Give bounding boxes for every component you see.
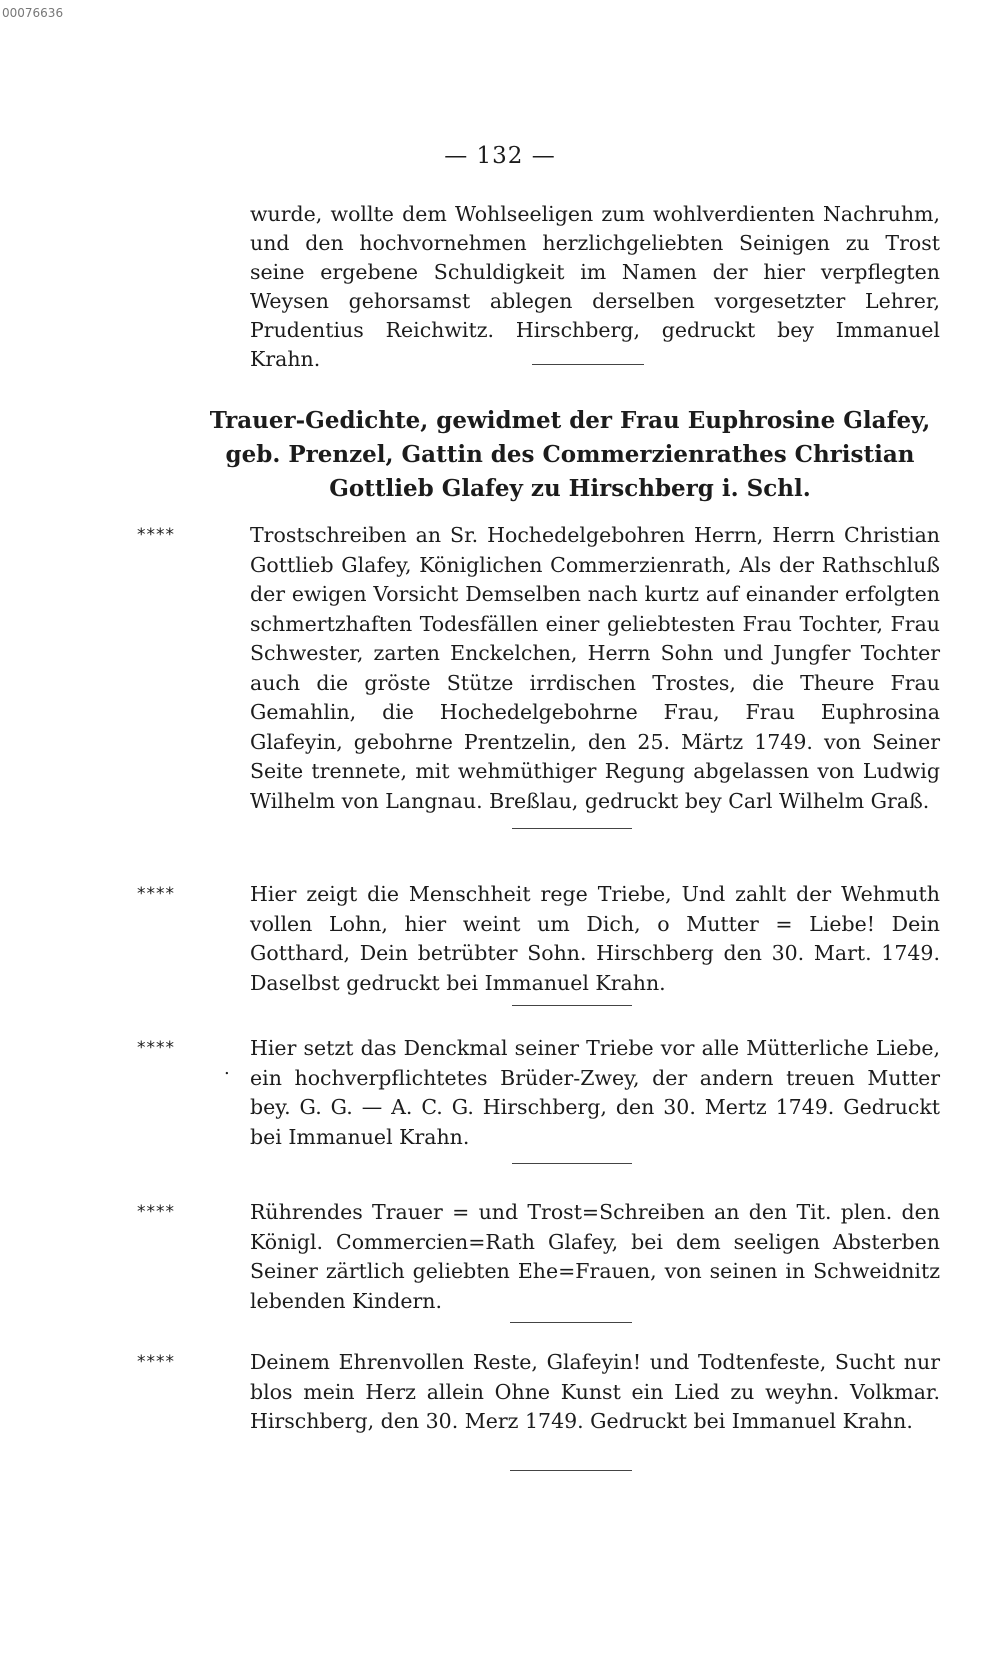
bibliography-entry	[137, 1198, 940, 1316]
entry-text: Hier zeigt die Menschheit rege Triebe, Und zahlt der Wehmuth vollen Lohn, hier weint um Dich, o Mutter = Liebe! Dein Gotthard, Dein betrübter Sohn. Hirschberg den 30. Mart. 1749. Daselbst gedruckt bei Immanuel Krahn.	[250, 882, 940, 995]
scan-id: 00076636	[2, 6, 64, 20]
bibliography-entry	[137, 1348, 940, 1437]
intro-paragraph: wurde, wollte dem Wohlseeligen zum wohlverdienten Nachruhm, und den hochvornehmen herzlichgeliebten Seinigen zu Trost seine ergebene Schuldigkeit im Namen der hier verpflegten Weysen gehorsamst ablegen derselben vorgesetzter Lehrer, Prudentius Reichwitz. Hirschberg, gedruckt bey Immanuel Krahn.	[250, 202, 940, 371]
divider	[510, 1470, 632, 1471]
bibliography-entry	[137, 880, 940, 998]
divider	[532, 364, 644, 365]
entry-text: Deinem Ehrenvollen Reste, Glafeyin! und Todtenfeste, Sucht nur blos mein Herz allein Ohne Kunst ein Lied zu weyhn. Volkmar. Hirschberg, den 30. Merz 1749. Gedruckt bei Immanuel Krahn.	[250, 1350, 940, 1433]
ink-speck: .	[224, 1058, 230, 1079]
entry-marker: ****	[137, 884, 175, 904]
divider	[510, 1322, 632, 1323]
bibliography-entry	[137, 521, 940, 816]
divider	[512, 1005, 632, 1006]
entry-text: Trostschreiben an Sr. Hochedelgebohren Herrn, Herrn Christian Gottlieb Glafey, Königlichen Commerzienrath, Als der Rathschluß der ewigen Vorsicht Demselben nach kurtz auf einander erfolgten schmertzhaften Todesfällen einer geliebtesten Frau Tochter, Frau Schwester, zarten Enckelchen, Herrn Sohn und Jungfer Tochter auch die gröste Stütze irrdischen Trostes, die Theure Frau Gemahlin, die Hochedelgebohrne Frau, Frau Euphrosina Glafeyin, gebohrne Prentzelin, den 25. Märtz 1749. von Seiner Seite trennete, mit wehmüthiger Regung abgelassen von Ludwig Wilhelm von Langnau. Breßlau, gedruckt bey Carl Wilhelm Graß.	[250, 523, 940, 813]
section-heading: Trauer-Gedichte, gewidmet der Frau Euphrosine Glafey, geb. Prenzel, Gattin des Commerzienrathes Christian Gottlieb Glafey zu Hirschberg i. Schl.	[209, 407, 931, 502]
divider	[512, 828, 632, 829]
entry-text: Rührendes Trauer = und Trost=Schreiben an den Tit. plen. den Königl. Commercien=Rath Glafey, bei dem seeligen Absterben Seiner zärtlich geliebten Ehe=Frauen, von seinen in Schweidnitz lebenden Kindern.	[250, 1200, 940, 1313]
divider	[512, 1163, 632, 1164]
entry-text: Hier setzt das Denckmal seiner Triebe vor alle Mütterliche Liebe, ein hochverpflichtetes Brüder-Zwey, der andern treuen Mutter bey. G. G. — A. C. G. Hirschberg, den 30. Mertz 1749. Gedruckt bei Immanuel Krahn.	[250, 1036, 940, 1149]
page-number: — 132 —	[444, 143, 556, 169]
entry-marker: ****	[137, 1352, 175, 1372]
bibliography-entry	[137, 1034, 940, 1152]
entry-marker: ****	[137, 1202, 175, 1222]
entry-marker: ****	[137, 525, 175, 545]
entry-marker: ****	[137, 1038, 175, 1058]
